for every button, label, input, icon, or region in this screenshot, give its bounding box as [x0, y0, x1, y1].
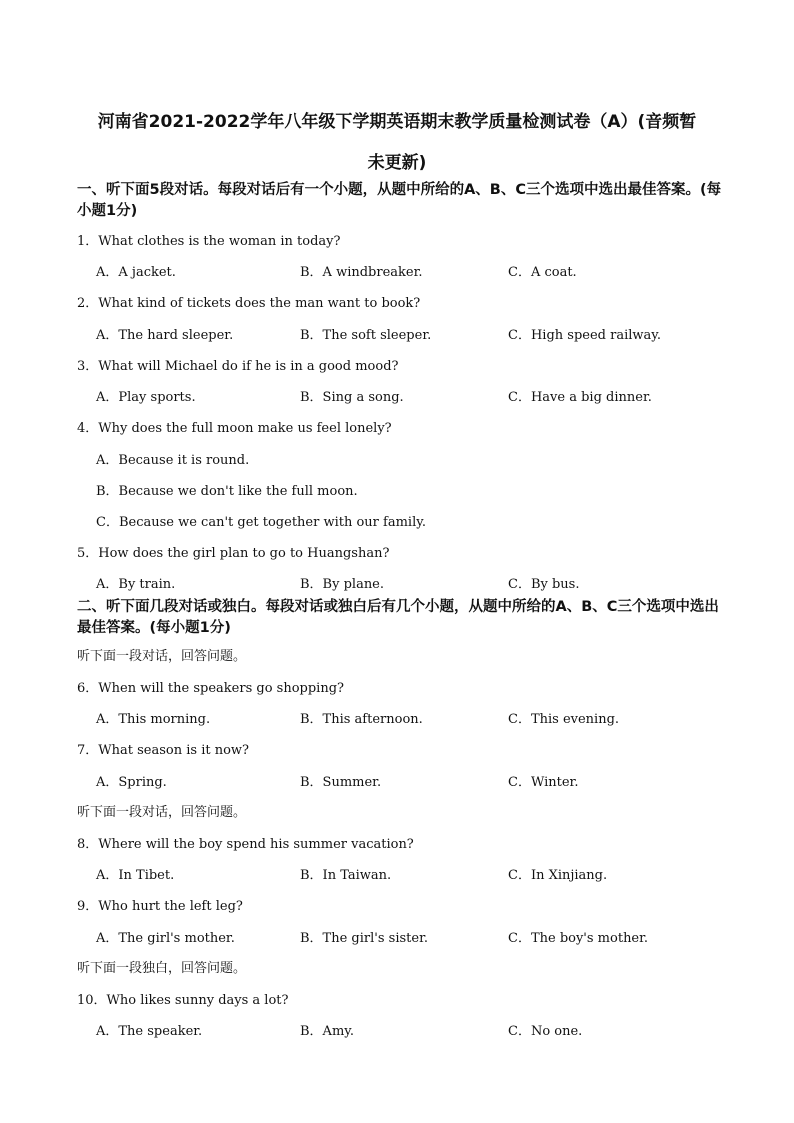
question-3: 3．What will Michael do if he is in a good mood?: [77, 359, 399, 374]
q2-option-b: B．The soft sleeper.: [300, 328, 432, 343]
question-10: 10．Who likes sunny days a lot?: [77, 993, 289, 1008]
q4-option-a: A．Because it is round.: [96, 453, 250, 468]
q8-option-a: A．In Tibet.: [96, 868, 175, 883]
q10-option-a: A．The speaker.: [96, 1024, 203, 1039]
question-8: 8．Where will the boy spend his summer vacation?: [77, 837, 414, 852]
q4-option-b: B．Because we don't like the full moon.: [96, 484, 358, 499]
q5-option-a: A．By train.: [96, 577, 176, 592]
q9-option-a: A．The girl's mother.: [96, 931, 235, 946]
q8-option-b: B．In Taiwan.: [300, 868, 392, 883]
question-7: 7．What season is it now?: [77, 743, 250, 758]
question-5: 5．How does the girl plan to go to Huangshan?: [77, 546, 390, 561]
question-9: 9．Who hurt the left leg?: [77, 899, 243, 914]
q2-option-a: A．The hard sleeper.: [96, 328, 234, 343]
question-4: 4．Why does the full moon make us feel lonely?: [77, 421, 392, 436]
q9-option-c: C．The boy's mother.: [508, 931, 649, 946]
q1-option-a: A．A jacket.: [96, 265, 176, 280]
instruction-dialogue-2: 听下面一段对话，回答问题。: [77, 805, 247, 820]
q3-option-b: B．Sing a song.: [300, 390, 404, 405]
q10-option-c: C．No one.: [508, 1024, 583, 1039]
q3-option-a: A．Play sports.: [96, 390, 196, 405]
question-1: 1．What clothes is the woman in today?: [77, 234, 341, 249]
q1-option-b: B．A windbreaker.: [300, 265, 423, 280]
q3-option-c: C．Have a big dinner.: [508, 390, 652, 405]
instruction-dialogue-1: 听下面一段对话，回答问题。: [77, 649, 247, 664]
q6-option-b: B．This afternoon.: [300, 712, 423, 727]
q5-option-b: B．By plane.: [300, 577, 385, 592]
instruction-monologue: 听下面一段独白，回答问题。: [77, 961, 247, 976]
page-title-line2: 未更新): [367, 153, 427, 173]
question-2: 2．What kind of tickets does the man want to book?: [77, 296, 421, 311]
q2-option-c: C．High speed railway.: [508, 328, 662, 343]
page-title-line1: 河南省2021-2022学年八年级下学期英语期末教学质量检测试卷（A）(音频暂: [97, 112, 697, 132]
q5-option-c: C．By bus.: [508, 577, 580, 592]
question-6: 6．When will the speakers go shopping?: [77, 681, 345, 696]
q10-option-b: B．Amy.: [300, 1024, 355, 1039]
q4-option-c: C．Because we can't get together with our family.: [96, 515, 426, 530]
q7-option-a: A．Spring.: [96, 775, 167, 790]
q1-option-c: C．A coat.: [508, 265, 577, 280]
section-heading-1: 一、听下面5段对话。每段对话后有一个小题，从题中所给的A、B、C三个选项中选出最佳答案。(每小题1分): [77, 182, 722, 219]
q6-option-c: C．This evening.: [508, 712, 620, 727]
q7-option-c: C．Winter.: [508, 775, 579, 790]
q8-option-c: C．In Xinjiang.: [508, 868, 608, 883]
section-heading-2: 二、听下面几段对话或独白。每段对话或独白后有几个小题，从题中所给的A、B、C三个选项中选出最佳答案。(每小题1分): [77, 599, 719, 636]
q9-option-b: B．The girl's sister.: [300, 931, 428, 946]
q7-option-b: B．Summer.: [300, 775, 382, 790]
q6-option-a: A．This morning.: [96, 712, 211, 727]
